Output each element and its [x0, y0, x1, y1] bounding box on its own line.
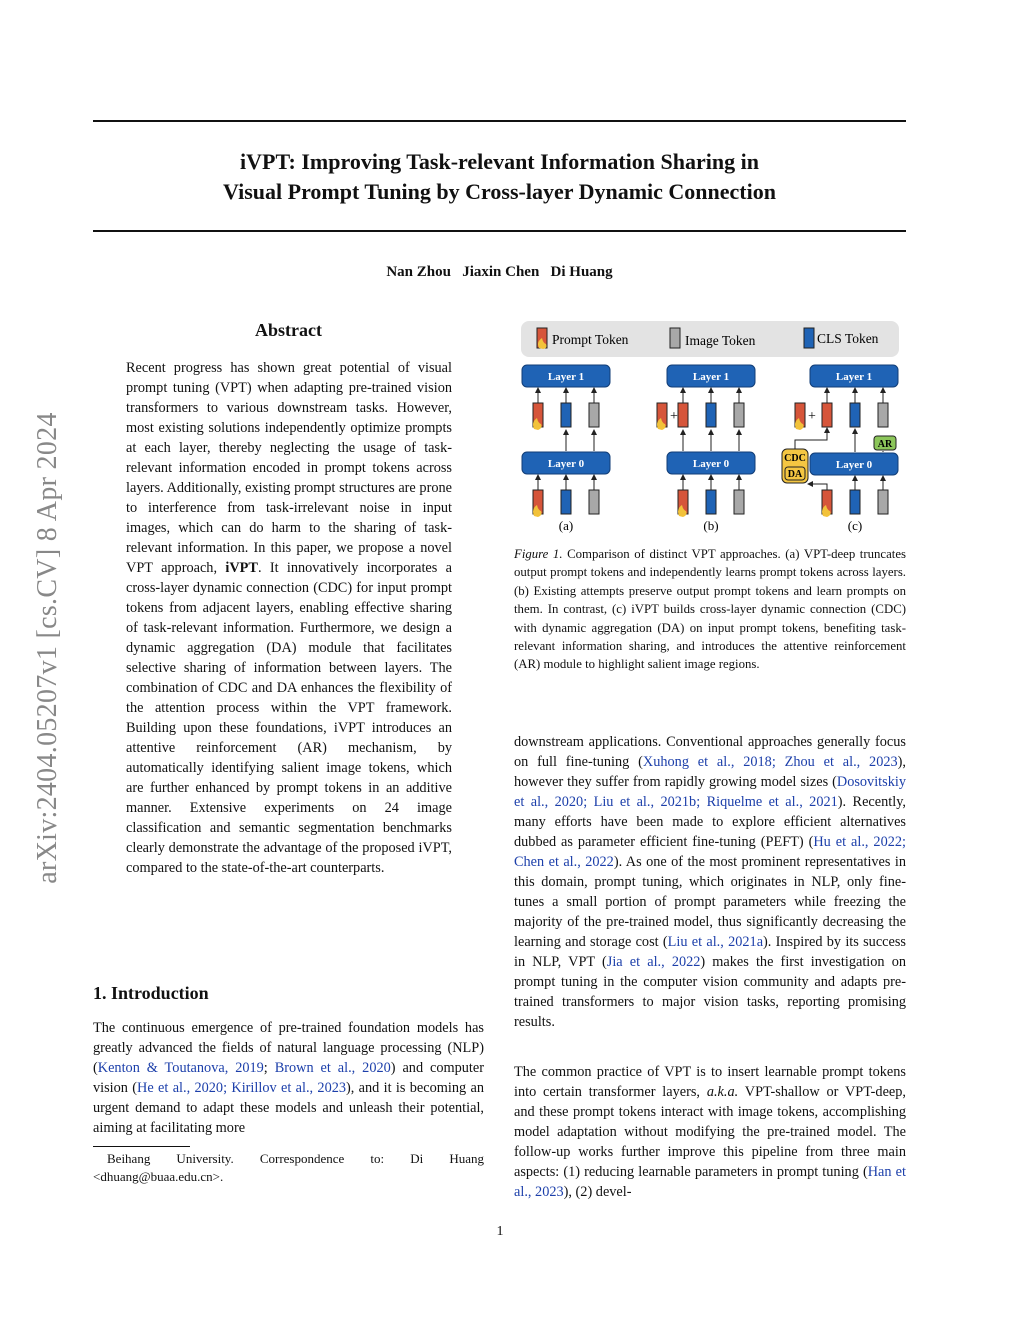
page-number: 1 — [496, 1224, 504, 1239]
citation-link[interactable]: Xuhong et al., 2018; Zhou et al., 2023 — [642, 754, 898, 770]
title-line-1: iVPT: Improving Task-relevant Information Sharing in — [240, 149, 759, 174]
ivpt-bold: iVPT — [225, 560, 258, 576]
footnote-rule — [93, 1146, 190, 1147]
citation-link[interactable]: He et al., 2020; Kirillov et al., 2023 — [137, 1080, 347, 1096]
title-rule-bottom — [93, 230, 906, 232]
svg-text:Layer 0: Layer 0 — [692, 458, 730, 470]
svg-text:+: + — [808, 409, 816, 424]
footnote-line-1: Beihang University. Correspondence to: Di Huang — [107, 1151, 484, 1166]
subfig-label-a: (a) — [558, 518, 574, 533]
arxiv-stamp: arXiv:2404.05207v1 [cs.CV] 8 Apr 2024 — [32, 412, 63, 884]
intro-heading: 1. Introduction — [93, 983, 209, 1003]
figure-caption: Figure 1. Comparison of distinct VPT approaches. (a) VPT-deep truncates output prompt tokens and independently learns prompt tokens across layers. (b) Existing attempts preserve output prompt tokens and learn prompts on them. In contrast, (c) iVPT builds cross-layer dynamic connection (CDC) with dynamic aggregation (DA) on input prompt tokens, benefiting task-relevant information sharing, and introduces the attentive reinforcement (AR) module to highlight salient image regions. — [514, 547, 906, 672]
right-paragraph-2: The common practice of VPT is to insert learnable prompt tokens into certain transformer layers, a.k.a. VPT-shallow or VPT-deep, and these prompt tokens interact with image tokens, accomplishing model adaptation without modifying the pre-trained model. The follow-up works further improve this pipeline from three main aspects: (1) reducing learnable parameters in prompt tuning (Han et al., 2023), (2) devel- — [514, 1064, 906, 1200]
svg-text:Layer 0: Layer 0 — [547, 458, 585, 470]
citation-link[interactable]: Jia et al., 2022 — [606, 954, 701, 970]
panel-c — [782, 365, 898, 533]
footnote — [93, 1150, 484, 1186]
author-list: Nan Zhou Jiaxin Chen Di Huang — [386, 264, 613, 280]
caption-label: Figure 1. — [514, 547, 563, 561]
panel-a — [522, 365, 610, 533]
svg-text:Layer 1: Layer 1 — [692, 371, 730, 383]
svg-text:AR: AR — [877, 439, 893, 450]
citation-link[interactable]: Dosovitskiy et al., 2020; Liu et al., 2021b; Riquelme et al., 2021 — [514, 774, 906, 810]
legend-cls: CLS Token — [817, 331, 879, 346]
svg-text:CDC: CDC — [784, 453, 806, 464]
svg-text:Layer 1: Layer 1 — [835, 371, 873, 383]
svg-text:DA: DA — [787, 469, 803, 480]
svg-text:Layer 0: Layer 0 — [835, 459, 873, 471]
citation-link[interactable]: Kenton & Toutanova, 2019 — [97, 1060, 264, 1076]
svg-text:Layer 1: Layer 1 — [547, 371, 585, 383]
title-line-2: Visual Prompt Tuning by Cross-layer Dynamic Connection — [223, 179, 776, 204]
abstract-heading: Abstract — [255, 320, 322, 340]
citation-link[interactable]: Hu et al., 2022; Chen et al., 2022 — [514, 834, 906, 870]
subfig-label-c: (c) — [847, 518, 863, 533]
page-title — [93, 147, 906, 207]
svg-text:+: + — [670, 409, 678, 424]
panel-b — [657, 365, 755, 533]
citation-link[interactable]: Brown et al., 2020 — [274, 1060, 391, 1076]
subfig-label-b: (b) — [703, 518, 719, 533]
footnote-line-2: <dhuang@buaa.edu.cn>. — [93, 1169, 224, 1184]
citation-link[interactable]: Han et al., 2023 — [514, 1164, 906, 1200]
abstract-body: Recent progress has shown great potential of visual prompt tuning (VPT) when adapting pre-trained vision transformers to various downstream tasks. However, most existing solutions independently optimize prompts at each layer, thereby neglecting the usage of task-relevant information encoded in prompt tokens across layers. Additionally, existing prompt structures are prone to interference from task-irrelevant noise in input images, which can do harm to the sharing of task-relevant information. In this paper, we propose a novel VPT approach, iVPT. It innovatively incorporates a cross-layer dynamic connection (CDC) for input prompt tokens from adjacent layers, enabling effective sharing of task-relevant information. Furthermore, we design a dynamic aggregation (DA) module that facilitates selective sharing of information between layers. The combination of CDC and DA enhances the flexibility of the attention process within the VPT framework. Building upon these foundations, iVPT introduces an attentive reinforcement (AR) mechanism, by automatically identifying salient image tokens, which are further enhanced by prompt tokens in an additive manner. Extensive experiments on 24 image classification and semantic segmentation benchmarks clearly demonstrate the advantage of the proposed iVPT, compared to the state-of-the-art counterparts. — [126, 360, 452, 876]
citation-link[interactable]: Liu et al., 2021a — [667, 934, 764, 950]
right-paragraph-1: downstream applications. Conventional approaches generally focus on full fine-tuning (Xuhong et al., 2018; Zhou et al., 2023), however they suffer from rapidly growing model sizes (Dosovitskiy et al., 2020; Liu et al., 2021b; Riquelme et al., 2021). Recently, many efforts have been made to explore efficient alternatives dubbed as parameter efficient fine-tuning (PEFT) (Hu et al., 2022; Chen et al., 2022). As one of the most prominent representatives in this domain, prompt tuning, which originates in NLP, only fine-tunes a small portion of prompt parameters while freezing the majority of the pre-trained model, thus significantly decreasing the learning and storage cost (Liu et al., 2021a). Inspired by its success in NLP, VPT (Jia et al., 2022) makes the first investigation on prompt tuning in the computer vision community and adapts pre-trained transformers to major vision tasks, reporting promising results. — [514, 734, 907, 1030]
intro-paragraph: The continuous emergence of pre-trained foundation models has greatly advanced the fields of natural language processing (NLP) (Kenton & Toutanova, 2019; Brown et al., 2020) and computer vision (He et al., 2020; Kirillov et al., 2023), and it is becoming an urgent demand to adapt these models and unleash their potential, aiming at facilitating more — [93, 1020, 485, 1136]
title-rule-top — [93, 120, 906, 122]
legend-prompt: Prompt Token — [552, 332, 629, 347]
legend-image: Image Token — [685, 333, 756, 348]
figure-1 — [514, 318, 906, 543]
